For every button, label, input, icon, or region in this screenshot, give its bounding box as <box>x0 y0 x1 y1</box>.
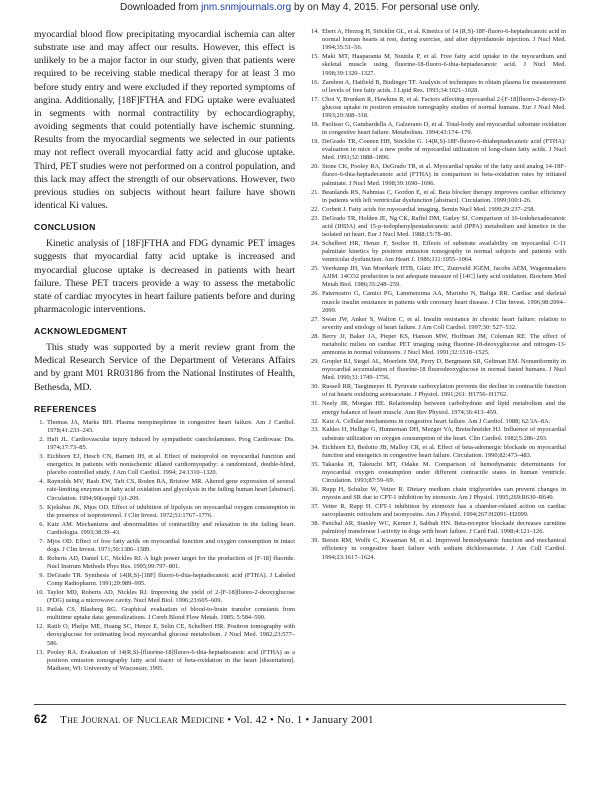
right-column <box>309 28 566 563</box>
reference-text: Pooley RA. Evaluation of 14(R,S)-[fluorine-18]fluoro-6-thia-heptadecanoic acid (FTHA) as a positron emission tomography fatty acid tracer of beta-oxidation in the heart [dissertation]. Madison, WI: University of Wisconsin; 1995. <box>47 648 295 672</box>
reference-text: Veerkamp JH, Van Moerkerk HTB, Glatz JFC, Zuurveld JGEM, Jacobs AEM, Wagenmakers AJJM. 14CO2 production is not adequate measure of [14C] fatty acid oxidation. Biochem Med Metab Biol. 1986;35:248–259. <box>322 265 566 289</box>
reference-text: Stone CK, Pooley RA, DeGrado TR, et al. Myocardial uptake of the fatty acid analog 14-18F-fluoro-6-thia-heptadecanoic acid (FTHA) in comparison to beta-oxidation rates by tritiated palmitate. J Nucl Med. 1998;39:1690–1696. <box>322 163 566 187</box>
reference-number: 10. <box>36 589 44 597</box>
reference-text: Roberts AD, Daniel LC, Nickles RJ. A high power target for the production of [F-18] fluoride. Nucl Instrum Methods Phys Res. 1995;99:797–801. <box>47 554 295 570</box>
reference-item <box>309 537 566 561</box>
page-number: 62 <box>34 714 48 726</box>
reference-text: Taylor MD, Roberts AD, Nickles RJ. Improving the yield of 2-[F-18]fluoro-2-deoxyglucose (FDG) using a microwave cavity. Nucl Med Biol. 1996;23:605–609. <box>47 589 295 605</box>
reference-text: Ebert A, Herzog H, Stöcklin GL, et al. Kinetics of 14 (R,S)-18F-fluoro-6-heptadecanoic acid in normal human hearts at rest, during exercise, and after dipyridamole injection. J Nucl Med. 1994;35:51–56. <box>322 28 566 52</box>
reference-number: 7. <box>39 537 44 545</box>
reference-list-right <box>309 28 566 562</box>
reference-number: 36. <box>311 485 319 493</box>
reference-number: 22. <box>311 205 319 213</box>
reference-number: 29. <box>311 358 319 366</box>
reference-item <box>309 215 566 239</box>
reference-item <box>34 606 295 622</box>
reference-item <box>34 521 295 537</box>
download-notice <box>0 2 600 16</box>
discussion-paragraph: myocardial blood flow precipitating myocardial ischemia can alter substrate use and may affect our results. However, this effect is unlikely to be a major factor in our study, given that patients were required to be receiving stable medical therapy for at least 3 mo before study entry and were excluded if they reported symptoms of angina. Additionally, [18F]FTHA and FDG uptake were evaluated in segments with normal contractility by echocardiography, avoiding segments that could potentially have ischemic stunning. Results from the myocardial segments we selected in our patients may not reflect overall myocardial fatty acid and glucose uptake. Third, PET studies were not performed on a control population, and this lack may affect the strength of our observations. However, two previous studies on subjects without heart failure have shown identical Ki values. <box>34 29 295 212</box>
reference-number: 19. <box>311 138 319 146</box>
reference-number: 6. <box>39 520 44 528</box>
reference-text: Bersin RM, Wolfe C, Kwasman M, et al. Improved hemodynamic function and mechanical efficiency in congestive heart failure with sodium dichloroacetate. J Am Coll Cardiol. 1994;23:1617–1624. <box>322 537 566 561</box>
reference-text: Paolisso G, Gambardella A, Galzerano D, et al. Total-body and myocardial substrate oxidation in congestive heart failure. Metabolism. 1994;43:174–179. <box>322 120 566 137</box>
reference-text: Takaoka H, Takeuchi MT, Odake M. Comparison of hemodynamic determinants for myocardial oxygen consumption under different contractile states in human ventricle. Circulation. 1993;87:59–69. <box>322 460 566 485</box>
reference-item <box>34 478 295 502</box>
journal-site-link[interactable]: jnm.snmjournals.org <box>201 2 292 13</box>
reference-text: Kjekshus JK, Mjos OD. Effect of inhibition of lipolysis on myocardial oxygen consumption in the presence of isoproterenol. J Clin Invest. 1972;51:1767–1776. <box>47 503 295 519</box>
reference-item <box>309 138 566 162</box>
reference-text: Berry JJ, Baker JA, Pieper KS, Hanson MW, Hoffman JM, Coleman RE. The effect of metabolic milieu on cardiac PET imaging using fluorine-18-deoxyglucose and nitrogen-13-ammonia in normal volunteers. J Nucl Med. 1991;32:1518–1525. <box>322 332 566 357</box>
reference-number: 14. <box>311 28 319 35</box>
reference-number: 37. <box>311 503 319 511</box>
reference-number: 20. <box>311 163 319 171</box>
reference-item <box>34 453 295 477</box>
footer-divider <box>34 704 566 705</box>
reference-item <box>309 316 566 332</box>
download-notice-prefix: Downloaded from <box>119 2 202 13</box>
reference-number: 27. <box>311 315 319 323</box>
reference-text: Corbett J. Fatty acids for myocardial imaging. Semin Nucl Med. 1999;29:237–258. <box>322 205 535 213</box>
reference-number: 39. <box>311 537 319 545</box>
reference-item <box>34 589 295 605</box>
reference-list-left <box>34 419 295 673</box>
reference-item <box>309 53 566 77</box>
reference-text: Russell RR, Taegtmeyer H. Pyruvate carboxylation prevents the decline in contractile function of rat hearts oxidizing acetoacetate. J Physiol. 1991;261: H1756–H1762. <box>322 383 566 399</box>
reference-item <box>309 400 566 416</box>
reference-item <box>309 486 566 502</box>
reference-item <box>34 419 295 435</box>
reference-number: 32. <box>311 417 319 425</box>
reference-text: Mjos OD. Effect of free fatty acids on myocardial function and oxygen consumption in intact dogs. J Clin Invest. 1971;50:1386–1389. <box>47 537 295 553</box>
reference-number: 15. <box>311 53 319 61</box>
reference-item <box>34 572 295 588</box>
reference-text: DeGrado TR, Holden JE, Ng CK, Raffel DM, Gatley SJ. Comparison of 16-iodohexadecanoic acid (IHDA) and 15-p-iodophenylpentadecanoic acid (IPPA) metabolism and kinetics in the isolated rat heart. Eur J Nucl Med. 1988;15:78–80. <box>322 214 566 238</box>
reference-item <box>34 504 295 520</box>
reference-number: 13. <box>36 648 44 656</box>
reference-text: Thomas JA, Marks BH. Plasma norepinephrine in congestive heart failure. Am J Cardiol. 1978;41:233–243. <box>47 418 295 434</box>
reference-number: 16. <box>311 78 319 86</box>
reference-number: 21. <box>311 188 319 196</box>
reference-number: 17. <box>311 95 319 103</box>
reference-text: Zambon A, Hatfield B, Budinger TF. Analysis of techniques to obtain plasma for measurement of levels of free fatty acids. J Lipid Res. 1993;34:1021–1028. <box>322 78 566 94</box>
reference-item <box>34 436 295 452</box>
reference-number: 18. <box>311 120 319 128</box>
journal-name: The Journal of Nuclear Medicine <box>60 714 225 726</box>
reference-text: Rupp H, Schulze W, Vetter R. Dietary medium chain triglycerides can prevent changes in myosin and SR due to CPT-1 inhibition by etomoxir. Am J Physiol. 1995;269:R630–R640. <box>322 485 566 502</box>
reference-item <box>309 333 566 357</box>
reference-item <box>309 265 566 289</box>
reference-number: 30. <box>311 383 319 391</box>
reference-text: Katz AM. Mechanisms and abnormalities of contractility and relaxation in the failing heart. Cardiologia. 1993;38:39–43. <box>47 520 295 536</box>
reference-item <box>309 290 566 314</box>
reference-number: 5. <box>39 503 44 511</box>
reference-text: Paternostro G, Camici PG, Lammerstma AA, Marinho N, Baliga RR. Cardiac and skeletal muscle insulin resistance in patients with coronary heart disease. J Clin Invest. 1996;98:2094–2099. <box>322 290 566 314</box>
reference-text: Katz A. Cellular mechanisms in congestive heart failure. Am J Cardiol. 1988; 62:3A–8A. <box>322 417 551 425</box>
reference-item <box>309 383 566 399</box>
reference-text: Eichhorn EJ, Hesch CN, Barnett JH, et al. Effect of metoprolol on myocardial function and energetics in patients with nonischemic dilated cardiomyopathy: a randomized, double-blind, placebo controlled study. J Am Coll Cardiol. 1994; 24:1310–1320. <box>47 452 295 477</box>
reference-number: 1. <box>39 418 44 426</box>
reference-item <box>34 538 295 554</box>
reference-item <box>309 418 566 426</box>
reference-text: Beanlands RS, Nahmias C, Gordon E, et al. Beta blocker therapy improves cardiac efficiency in patients with left ventricular dysfunction [abstract]. Circulation. 1999;100:I-26. <box>322 188 566 204</box>
reference-number: 28. <box>311 332 319 340</box>
reference-item <box>309 426 566 442</box>
reference-number: 24. <box>311 239 319 247</box>
reference-number: 9. <box>39 571 44 579</box>
reference-item <box>309 206 566 214</box>
reference-number: 38. <box>311 520 319 528</box>
reference-number: 4. <box>39 478 44 486</box>
reference-number: 3. <box>39 452 44 460</box>
reference-text: Patlak CS, Blasberg RG. Graphical evaluation of blood-to-brain transfer constants from multitime uptake data: generalizations. J Cereb Blood Flow Metab. 1985; 5:584–590. <box>47 606 295 622</box>
reference-number: 2. <box>39 435 44 443</box>
reference-item <box>34 623 295 647</box>
reference-item <box>309 28 566 52</box>
reference-text: Neely JR, Morgan HE. Relationship between carbohydrate and lipid metabolism and the energy balance of heart muscle. Ann Rev Physiol. 1974;36:413–459. <box>322 400 566 416</box>
reference-number: 33. <box>311 426 319 434</box>
reference-number: 31. <box>311 400 319 408</box>
reference-number: 12. <box>36 623 44 631</box>
reference-item <box>309 121 566 137</box>
reference-number: 26. <box>311 290 319 298</box>
reference-item <box>309 240 566 264</box>
reference-number: 11. <box>36 606 44 614</box>
reference-text: Choi Y, Brunken R, Hawkins R, et al. Factors affecting myocardial 2-[F-18]fluoro-2-deoxy-D-glucose uptake in positron emission tomography studies of normal humans. Eur J Nucl Med. 1993;20:308–318. <box>322 95 566 119</box>
reference-text: Eichhorn EJ, Bedotto JB, Malloy CR, et al. Effect of beta-adrenergic blockade on myocardial function and energetics in congestive heart failure. Circulation. 1990;82:473–483. <box>322 443 566 459</box>
references-heading: REFERENCES <box>34 403 97 414</box>
reference-text: Gropler RJ, Siegel AL, Moerlein SM, Perry D, Bergmann SR, Geltman EM. Nonuniformity in myocardial accumulation of fluorine-18 fluorodeoxyglucose in normal fasted humans. J Nucl Med. 1990;31:1749–1756. <box>322 358 566 382</box>
reference-item <box>309 503 566 519</box>
reference-text: Panchal AR, Stanley WC, Kerner J, Sabbah HN. Beta-receptor blockade decreases carnitine palmitoyl transferase I activity in dogs with heart failure. J Card Fail. 1998;4:121–126. <box>322 520 566 536</box>
left-column <box>34 28 295 674</box>
reference-text: Schelbert HR, Henze F, Sochor H. Effects of substrate availability on myocardial C-11 palmitate kinetics by positron emission tomography in normal subjects and patients with ventricular dysfunction. Am Heart J. 1986;111:1055–1064. <box>322 239 566 264</box>
reference-number: 23. <box>311 214 319 222</box>
reference-item <box>309 163 566 187</box>
reference-text: Vetter R, Rupp H. CPT-1 inhibition by etomoxir has a chamber-related action on cardiac sarcoplasmic reticulum and isomyosins. Am J Physiol. 1994;267:H2091–H2099. <box>322 503 566 519</box>
reference-item <box>309 444 566 460</box>
reference-item <box>309 461 566 485</box>
reference-number: 25. <box>311 265 319 273</box>
reference-text: Kahles H, Hellige G, Hunneman DH, Mezger VA, Bretschneider HJ. Influence of myocardial substrate utilization on oxygen consumption of the heart. Clin Cardiol. 1982;5:286–293. <box>322 426 566 442</box>
reference-item <box>34 555 295 571</box>
reference-number: 35. <box>311 460 319 468</box>
page-footer <box>34 714 566 726</box>
reference-item <box>309 358 566 382</box>
reference-item <box>34 649 295 673</box>
acknowledgment-paragraph: This study was supported by a merit review grant from the Medical Research Service of the Department of Veterans Affairs and by grant M01 RR03186 from the National Institutes of Health, Bethesda, MD. <box>34 342 295 393</box>
reference-text: Maki MT, Haaparanta M, Nuutila P, et al. Free fatty acid uptake in the myocardium and skeletal muscle using fluorine-18-fluoro-6-thia-heptadecanoic acid. J Nucl Med. 1998;39:1320–1327. <box>322 53 566 77</box>
reference-text: Ratib O, Phelps ME, Huang SC, Henze E, Selin CE, Schelbert HR. Positron tomography with deoxyglucose for estimating local myocardial glucose metabolism. J Nucl Med. 1982;23:577–586. <box>47 623 295 647</box>
reference-number: 34. <box>311 443 319 451</box>
reference-item <box>309 96 566 120</box>
reference-text: Raynolds MV, Bash EW, Taft CS, Roden RA, Bristow MR. Altered gene expression of several rate-limiting enzymes in fatty acid oxidation and glycolysis in the failing human heart [abstract]. Circulation. 1994;90(suppl 1):I-209. <box>47 478 295 502</box>
reference-item <box>309 520 566 536</box>
issue-info: • Vol. 42 • No. 1 • January 2001 <box>227 714 374 726</box>
reference-number: 8. <box>39 554 44 562</box>
reference-text: Haft JL. Cardiovascular injury induced by sympathetic catecholamines. Prog Cardiovasc Dis. 1974;17:73–85. <box>47 435 295 452</box>
reference-item <box>309 189 566 205</box>
download-notice-suffix: by on May 4, 2015. For personal use only. <box>291 2 480 13</box>
reference-item <box>309 79 566 95</box>
reference-text: DeGrado TR. Synthesis of 14(R,S)-[18F] fluoro-6-thia-heptadecanoic acid (FTHA). J Labeled Comp Radiopharm. 1991;29:989–995. <box>47 571 295 588</box>
reference-text: Swan JW, Anker S, Walton C, et al. Insulin resistance in chronic heart failure: relation to severity and etiology of heart failure. J Am Coll Cardiol. 1997;30: 527–532. <box>322 315 566 331</box>
acknowledgment-heading: ACKNOWLEDGMENT <box>34 326 128 337</box>
conclusion-heading: CONCLUSION <box>34 222 96 233</box>
reference-text: DeGrado TR, Coenen HH, Stöcklin G. 14(R,S)-18F-fluoro-6-thiaheptadecanoic acid (FTHA): evaluation in mice of a new probe of myocardial utilization of long-chain fatty acids. J Nucl Med. 1991;32:1888–1896. <box>322 138 566 162</box>
conclusion-paragraph: Kinetic analysis of [18F]FTHA and FDG dynamic PET images suggests that myocardial fatty acid uptake is increased and myocardial glucose uptake is decreased in patients with heart failure. These PET tracers provide a way to assess the metabolic state of cardiac myocytes in heart failure patients before and during pharmacologic interventions. <box>34 238 295 315</box>
